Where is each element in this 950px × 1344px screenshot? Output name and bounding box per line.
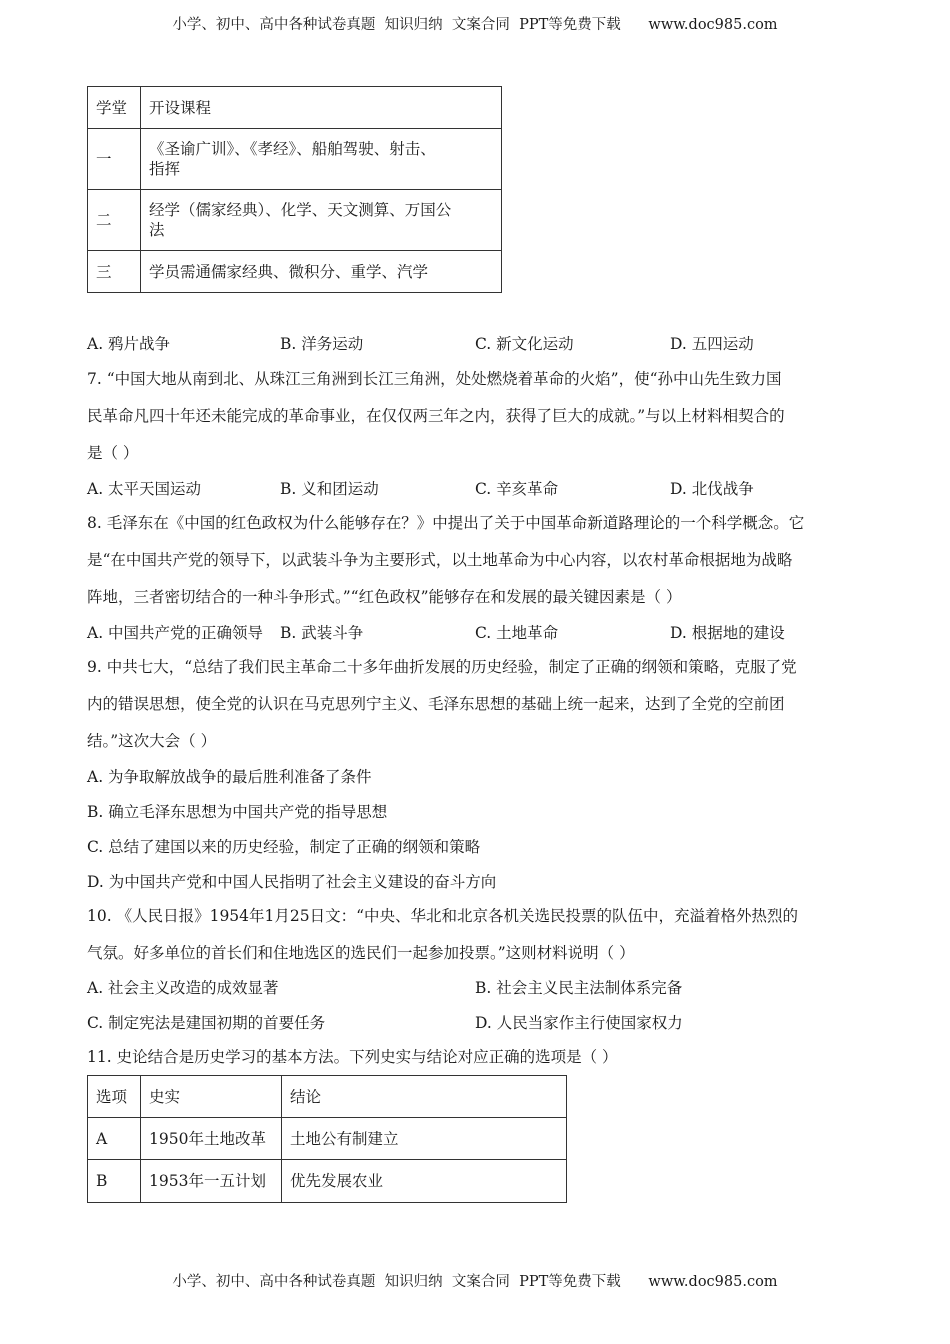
q6-option-c: C. 新文化运动 [475, 335, 574, 353]
school-courses-table [87, 86, 502, 293]
cell-line: 经学（儒家经典）、化学、天文测算、万国公 [149, 201, 452, 219]
table-header-cell: 史实 [141, 1076, 282, 1118]
q8-stem-line: 8. 毛泽东在《中国的红色政权为什么能够存在？》中提出了关于中国革命新道路理论的一个科学概念。它 [87, 514, 805, 532]
table-cell: 三 [88, 251, 141, 293]
q7-option-b: B. 义和团运动 [280, 480, 379, 498]
q8-option-b: B. 武装斗争 [280, 624, 364, 642]
q10-stem-line: 气氛。好多单位的首长们和住地选区的选民们一起参加投票。”这则材料说明（ ） [87, 944, 635, 962]
q6-option-a: A. 鸦片战争 [87, 335, 171, 353]
q7-stem-line: 民革命凡四十年还未能完成的革命事业，在仅仅两三年之内，获得了巨大的成就。”与以上材料相契合的 [87, 407, 785, 425]
table-header-cell: 结论 [282, 1076, 567, 1118]
page-footer: 小学、初中、高中各种试卷真题 知识归纳 文案合同 PPT等免费下载 www.doc985.com [172, 1274, 778, 1290]
q7-stem-line: 是（ ） [87, 444, 139, 462]
table-cell: B [88, 1160, 141, 1203]
q10-stem-line: 10. 《人民日报》1954年1月25日文：“中央、华北和北京各机关选民投票的队伍中，充溢着格外热烈的 [87, 907, 799, 925]
table-cell: 优先发展农业 [282, 1160, 567, 1203]
table-cell: 一 [88, 129, 141, 190]
q7-option-c: C. 辛亥革命 [475, 480, 559, 498]
q11-stem-line: 11. 史论结合是历史学习的基本方法。下列史实与结论对应正确的选项是（ ） [87, 1048, 618, 1066]
table-row [88, 1160, 567, 1203]
table-cell: 二 [88, 190, 141, 251]
q8-stem-line: 是“在中国共产党的领导下，以武装斗争为主要形式，以土地革命为中心内容，以农村革命根据地为战略 [87, 551, 793, 569]
q10-option-c: C. 制定宪法是建国初期的首要任务 [87, 1014, 326, 1032]
table-cell: 1950年土地改革 [141, 1118, 282, 1160]
table-cell: 1953年一五计划 [141, 1160, 282, 1203]
q9-option-a: A. 为争取解放战争的最后胜利准备了条件 [87, 768, 372, 786]
q9-stem-line: 结。”这次大会（ ） [87, 732, 217, 750]
table-cell: 土地公有制建立 [282, 1118, 567, 1160]
q6-option-b: B. 洋务运动 [280, 335, 364, 353]
table-header-cell: 学堂 [88, 87, 141, 129]
q7-option-a: A. 太平天国运动 [87, 480, 202, 498]
fact-conclusion-table [87, 1075, 567, 1203]
q7-option-d: D. 北伐战争 [670, 480, 754, 498]
q10-option-d: D. 人民当家作主行使国家权力 [475, 1014, 683, 1032]
cell-line: 法 [149, 221, 165, 239]
q9-option-c: C. 总结了建国以来的历史经验，制定了正确的纲领和策略 [87, 838, 481, 856]
q6-option-d: D. 五四运动 [670, 335, 754, 353]
q10-option-b: B. 社会主义民主法制体系完备 [475, 979, 683, 997]
q8-stem-line: 阵地，三者密切结合的一种斗争形式。”“红色政权”能够存在和发展的最关键因素是（ ） [87, 588, 682, 606]
table-row [88, 190, 502, 251]
cell-line: 指挥 [149, 160, 181, 178]
q8-option-c: C. 土地革命 [475, 624, 559, 642]
q8-option-a: A. 中国共产党的正确领导 [87, 624, 264, 642]
table-row [88, 251, 502, 293]
table-cell [141, 190, 502, 251]
table-cell [141, 129, 502, 190]
q10-option-a: A. 社会主义改造的成效显著 [87, 979, 279, 997]
q9-option-b: B. 确立毛泽东思想为中国共产党的指导思想 [87, 803, 388, 821]
table-cell: 学员需通儒家经典、微积分、重学、汽学 [141, 251, 502, 293]
q9-stem-line: 9. 中共七大，“总结了我们民主革命二十多年曲折发展的历史经验，制定了正确的纲领和策略，克服了党 [87, 658, 797, 676]
table-header-row [88, 1076, 567, 1118]
table-cell: A [88, 1118, 141, 1160]
table-row [88, 129, 502, 190]
table-header-cell: 选项 [88, 1076, 141, 1118]
q8-option-d: D. 根据地的建设 [670, 624, 785, 642]
table-header-row [88, 87, 502, 129]
table-header-cell: 开设课程 [141, 87, 502, 129]
table-row [88, 1118, 567, 1160]
q7-stem-line: 7. “中国大地从南到北、从珠江三角洲到长江三角洲，处处燃烧着革命的火焰”，使“孙中山先生致力国 [87, 370, 782, 388]
q9-option-d: D. 为中国共产党和中国人民指明了社会主义建设的奋斗方向 [87, 873, 497, 891]
page-header: 小学、初中、高中各种试卷真题 知识归纳 文案合同 PPT等免费下载 www.doc985.com [172, 17, 778, 33]
cell-line: 《圣谕广训》、《孝经》、船舶驾驶、射击、 [149, 140, 436, 158]
q9-stem-line: 内的错误思想，使全党的认识在马克思列宁主义、毛泽东思想的基础上统一起来，达到了全党的空前团 [87, 695, 785, 713]
